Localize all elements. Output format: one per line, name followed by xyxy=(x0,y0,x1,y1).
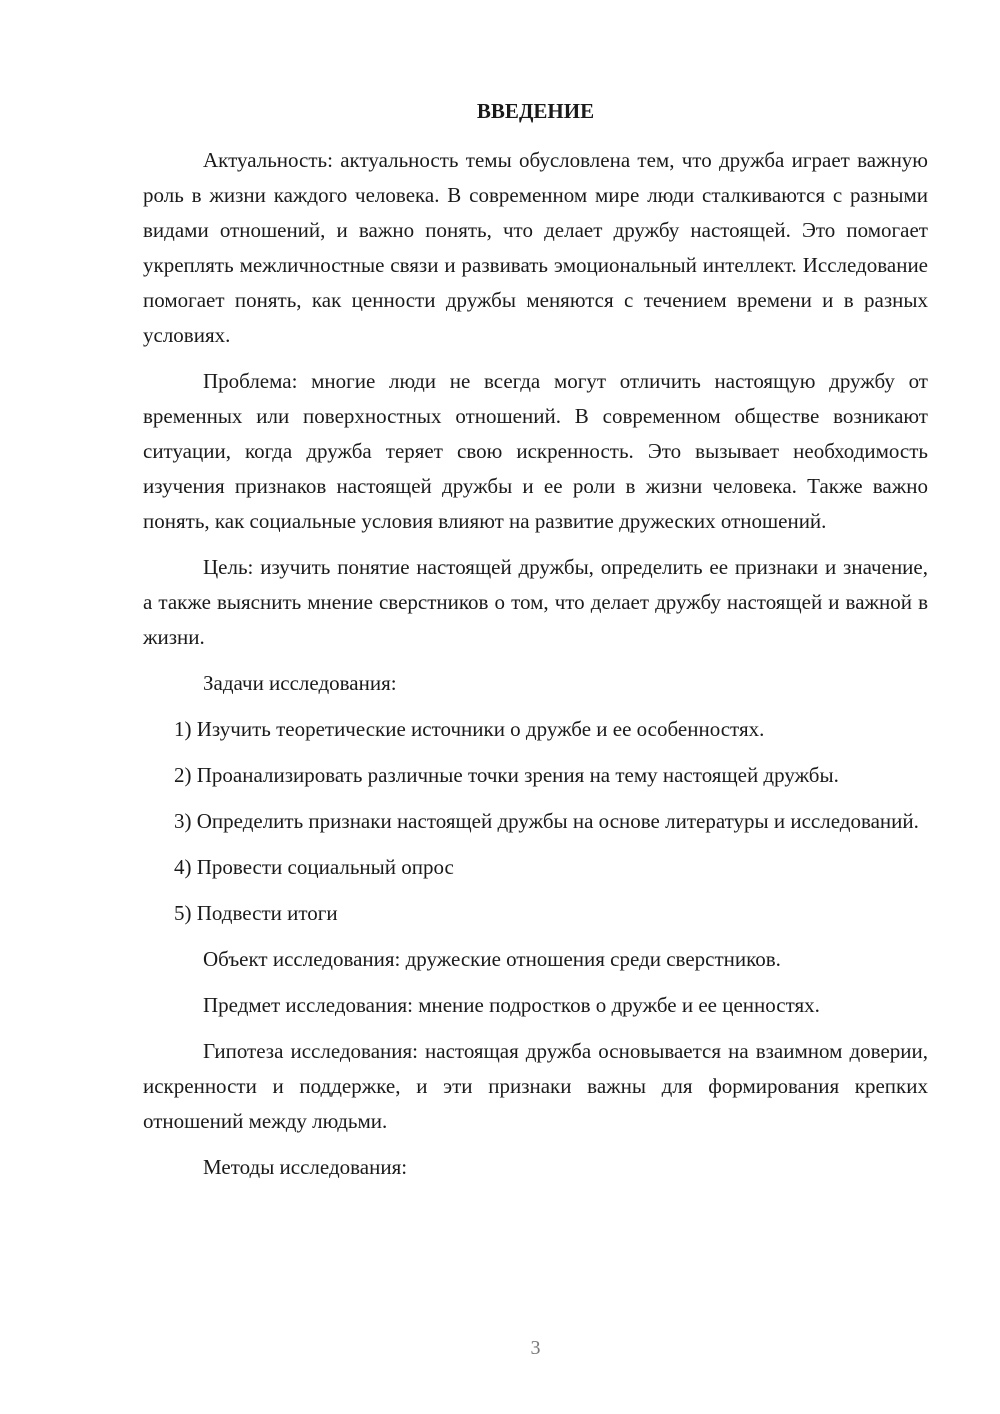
paragraph-tasks-heading: Задачи исследования: xyxy=(203,671,397,695)
paragraph-relevance: Актуальность: актуальность темы обусловлена тем, что дружба играет важную роль в жизни каждого человека. В современном мире люди сталкиваются с разными видами отношений, и важно понять, что делает дружбу настоящей. Это помогает укреплять межличностные связи и развивать эмоциональный интеллект. Исследование помогает понять, как ценности дружбы меняются с течением времени и в разных условиях. xyxy=(143,148,928,347)
page-number: 3 xyxy=(530,1337,541,1359)
paragraph-hypothesis: Гипотеза исследования: настоящая дружба основывается на взаимном доверии, искренности и поддержке, и эти признаки важны для формирования крепких отношений между людьми. xyxy=(143,1039,928,1133)
document-page xyxy=(143,0,928,1414)
task-item: 3) Определить признаки настоящей дружбы на основе литературы и исследований. xyxy=(174,809,919,833)
paragraph-object: Объект исследования: дружеские отношения среди сверстников. xyxy=(203,947,781,971)
task-item: 5) Подвести итоги xyxy=(174,901,338,925)
section-heading xyxy=(143,96,928,126)
task-item: 1) Изучить теоретические источники о дружбе и ее особенностях. xyxy=(174,717,765,741)
task-item: 2) Проанализировать различные точки зрения на тему настоящей дружбы. xyxy=(174,763,839,787)
paragraph-problem: Проблема: многие люди не всегда могут отличить настоящую дружбу от временных или поверхностных отношений. В современном обществе возникают ситуации, когда дружба теряет свою искренность. Это вызывает необходимость изучения признаков настоящей дружбы и ее роли в жизни человека. Также важно понять, как социальные условия влияют на развитие дружеских отношений. xyxy=(143,369,928,533)
paragraph-methods: Методы исследования: xyxy=(203,1155,408,1179)
body-text xyxy=(143,143,928,1185)
heading-text: ВВЕДЕНИЕ xyxy=(476,99,595,123)
paragraph-subject: Предмет исследования: мнение подростков о дружбе и ее ценностях. xyxy=(203,993,820,1017)
paragraph-goal: Цель: изучить понятие настоящей дружбы, определить ее признаки и значение, а также выяснить мнение сверстников о том, что делает дружбу настоящей и важной в жизни. xyxy=(143,555,928,649)
task-item: 4) Провести социальный опрос xyxy=(174,855,454,879)
